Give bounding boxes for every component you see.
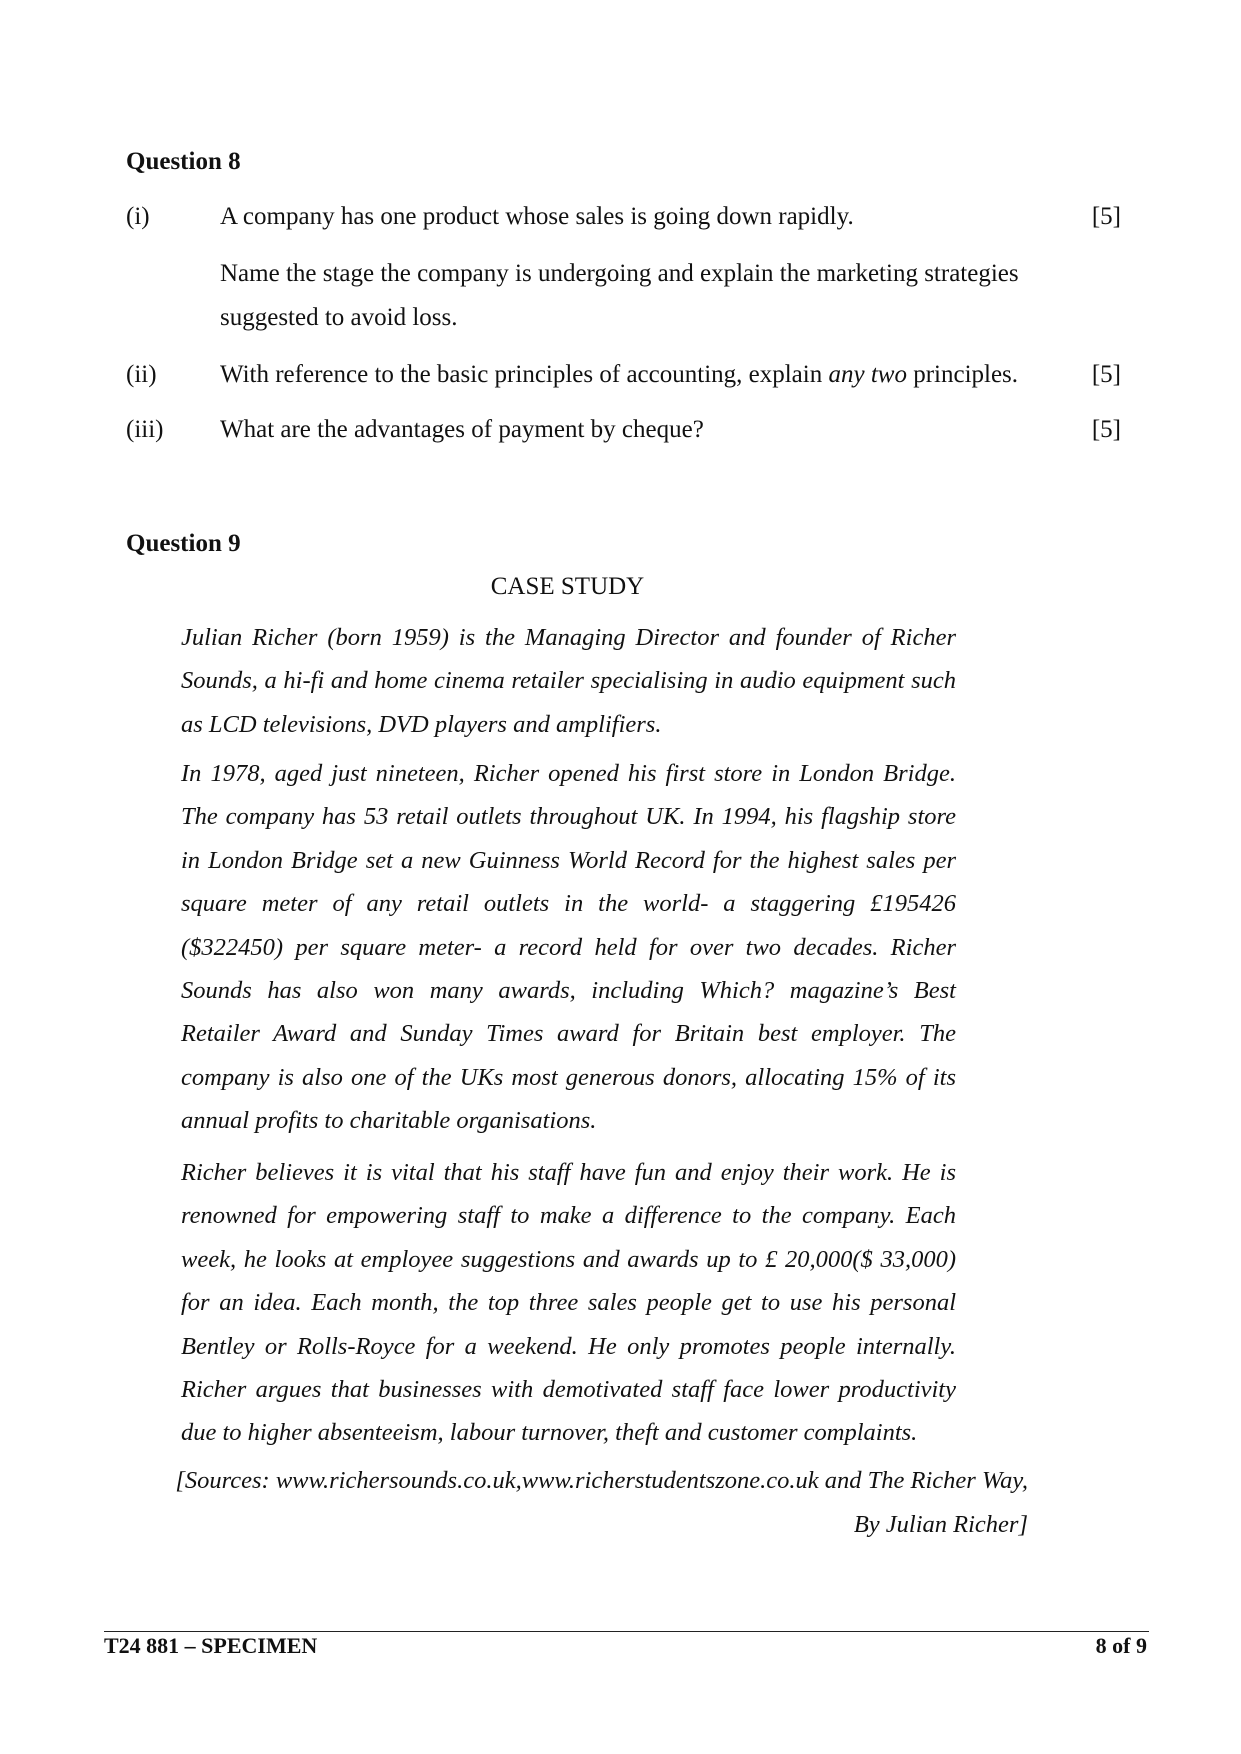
question-8-heading: Question 8 bbox=[126, 148, 241, 175]
item-subtext-i: Name the stage the company is undergoing and explain the marketing strategies suggested to avoid loss. bbox=[220, 260, 1019, 331]
question-9-heading: Question 9 bbox=[126, 530, 241, 557]
item-number-ii: (ii) bbox=[126, 361, 157, 388]
item-text-ii-before: With reference to the basic principles of accounting, explain bbox=[220, 361, 829, 388]
item-marks-iii: [5] bbox=[1091, 416, 1121, 443]
item-text-ii bbox=[220, 353, 1080, 397]
item-marks-i: [5] bbox=[1091, 203, 1121, 230]
footer-page-number: 8 of 9 bbox=[1095, 1633, 1147, 1658]
sources-line-1: [Sources: www.richersounds.co.uk,www.richerstudentszone.co.uk and The Richer Way, bbox=[175, 1467, 1028, 1494]
footer-divider bbox=[104, 1631, 1149, 1632]
case-study-title: CASE STUDY bbox=[490, 573, 645, 600]
sources-citation bbox=[140, 1459, 1028, 1547]
item-number-iii: (iii) bbox=[126, 416, 164, 443]
item-text-ii-emphasis: any two bbox=[828, 361, 907, 388]
footer-paper-code: T24 881 – SPECIMEN bbox=[104, 1633, 318, 1658]
item-text-ii-after: principles. bbox=[906, 361, 1019, 388]
case-paragraph-2: In 1978, aged just nineteen, Richer opened his first store in London Bridge. The company has 53 retail outlets throughout UK. In 1994, his flagship store in London Bridge set a new Guinness World Record for the highest sales per square meter of any retail outlets in the world- a staggering £195426 ($322450) per square meter- a record held for over two decades. Richer Sounds has also won many awards, including Which? magazine’s Best Retailer Award and Sunday Times award for Britain best employer. The company is also one of the UKs most generous donors, allocating 15% of its annual profits to charitable organisations. bbox=[181, 760, 956, 1135]
case-paragraph-1: Julian Richer (born 1959) is the Managing Director and founder of Richer Sounds, a hi-fi and home cinema retailer specialising in audio equipment such as LCD televisions, DVD players and amplifiers. bbox=[181, 624, 956, 738]
item-text-i: A company has one product whose sales is going down rapidly. bbox=[220, 203, 854, 230]
case-paragraph-3: Richer believes it is vital that his staff have fun and enjoy their work. He is renowned for empowering staff to make a difference to the company. Each week, he looks at employee suggestions and awards up to £ 20,000($ 33,000) for an idea. Each month, the top three sales people get to use his personal Bentley or Rolls-Royce for a weekend. He only promotes people internally. Richer argues that businesses with demotivated staff face lower productivity due to higher absenteeism, labour turnover, theft and customer complaints. bbox=[181, 1159, 956, 1447]
sources-line-2: By Julian Richer] bbox=[853, 1511, 1028, 1538]
item-marks-ii: [5] bbox=[1091, 361, 1121, 388]
item-number-i: (i) bbox=[126, 203, 150, 230]
item-text-iii: What are the advantages of payment by cheque? bbox=[220, 416, 704, 443]
